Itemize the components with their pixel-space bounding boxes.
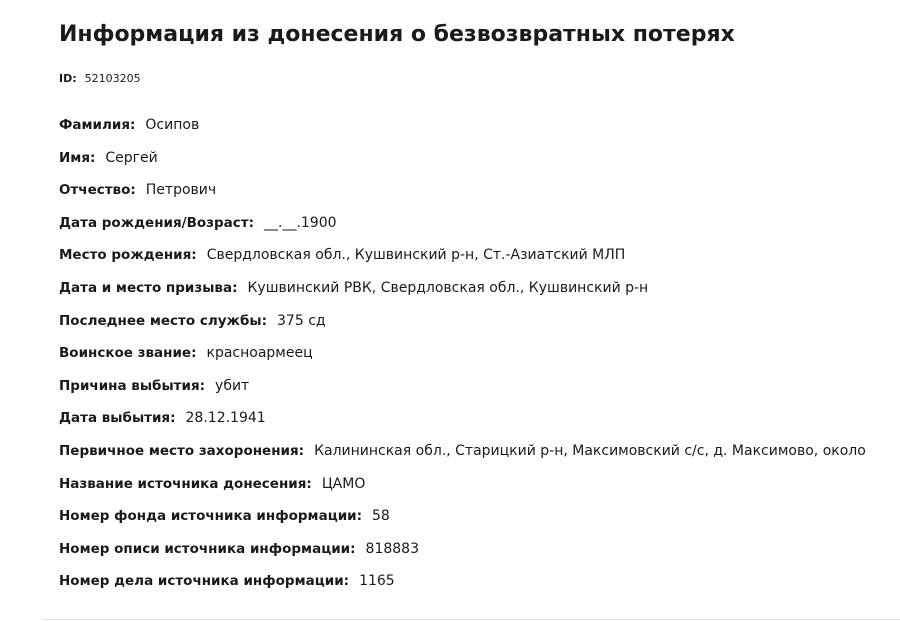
field-label: Название источника донесения: <box>59 475 312 492</box>
field-label: Фамилия: <box>59 117 136 133</box>
field-birth-place <box>59 245 889 278</box>
field-value: ЦАМО <box>321 475 366 492</box>
field-label: Номер фонда источника информации: <box>59 508 363 525</box>
field-source-name <box>59 474 889 507</box>
field-case-number <box>59 571 889 604</box>
page-title: Информация из донесения о безвозвратных потерях <box>59 22 735 47</box>
field-birth-date <box>59 213 889 246</box>
field-label: Дата и место призыва: <box>59 279 238 296</box>
field-value: красноармеец <box>206 345 313 362</box>
field-military-rank <box>59 343 889 376</box>
field-label: Дата рождения/Возраст: <box>59 214 254 231</box>
record-fields <box>59 115 889 604</box>
field-loss-reason <box>59 376 889 409</box>
record-id <box>59 72 141 85</box>
field-value: Сергей <box>105 149 158 166</box>
bottom-divider <box>42 619 900 620</box>
field-label: Первичное место захоронения: <box>59 442 305 459</box>
field-label: Отчество: <box>59 182 136 199</box>
field-label: Имя: <box>59 149 96 166</box>
field-value: 375 сд <box>277 312 326 329</box>
record-id-label: ID: <box>59 72 77 85</box>
field-value: Свердловская обл., Кушвинский р-н, Ст.-Азиатский МЛП <box>206 247 626 264</box>
field-last-service-place <box>59 311 889 344</box>
field-label: Номер описи источника информации: <box>59 540 356 557</box>
field-patronymic <box>59 180 889 213</box>
field-label: Номер дела источника информации: <box>59 573 350 590</box>
record-id-value: 52103205 <box>84 72 141 85</box>
field-label: Воинское звание: <box>59 345 197 362</box>
field-label: Дата выбытия: <box>59 410 176 427</box>
field-value: 818883 <box>365 540 419 557</box>
field-value: Кушвинский РВК, Свердловская обл., Кушвинский р-н <box>247 279 649 296</box>
field-label: Место рождения: <box>59 247 197 264</box>
field-value: 58 <box>372 508 390 525</box>
field-fund-number <box>59 506 889 539</box>
field-value: Осипов <box>145 117 200 133</box>
field-value: 28.12.1941 <box>185 410 266 427</box>
field-label: Последнее место службы: <box>59 312 268 329</box>
field-label: Причина выбытия: <box>59 377 206 394</box>
field-loss-date <box>59 408 889 441</box>
field-value: __.__.1900 <box>264 214 337 231</box>
field-first-name <box>59 148 889 181</box>
field-value: убит <box>215 377 250 394</box>
field-value: 1165 <box>359 573 395 590</box>
field-inventory-number <box>59 539 889 572</box>
field-draft-info <box>59 278 889 311</box>
field-surname <box>59 115 889 148</box>
field-burial-place <box>59 441 889 474</box>
field-value: Калининская обл., Старицкий р-н, Максимовский с/с, д. Максимово, около <box>314 442 866 459</box>
field-value: Петрович <box>145 182 217 199</box>
